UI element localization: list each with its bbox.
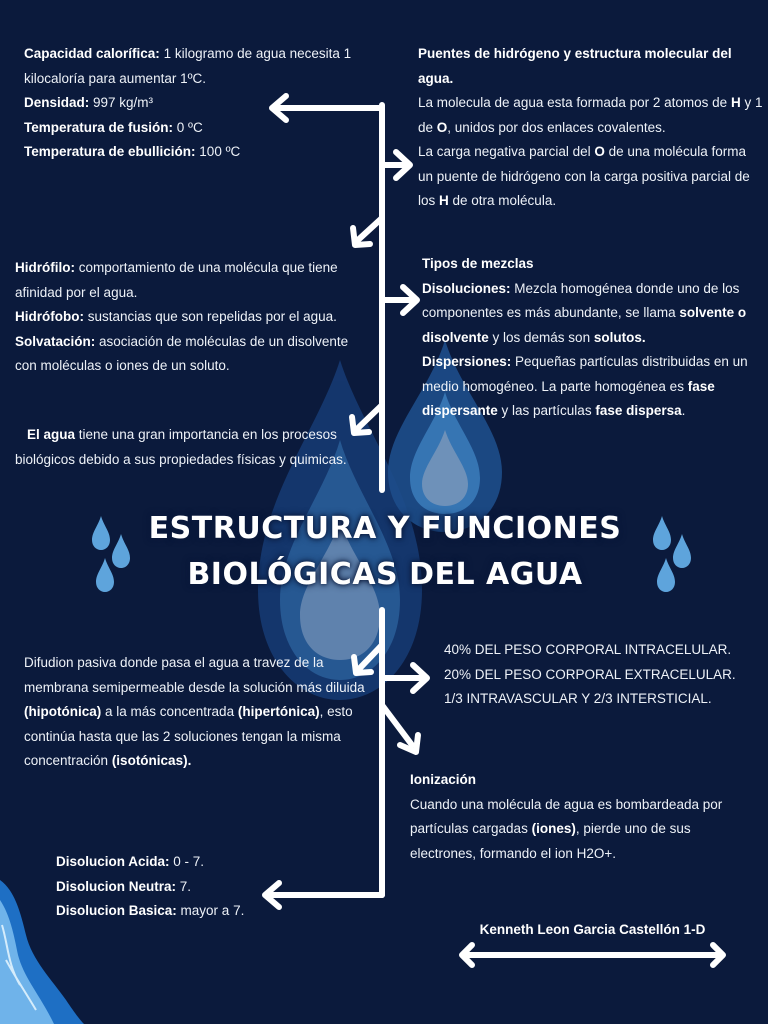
small-drop-icon (92, 516, 110, 550)
osmosis-block: Difudion pasiva donde pasa el agua a travez de la membrana semipermeable desde la solución más diluida (hipotónica) a la más concentrada (hipertónica), esto continúa hasta que las 2 soluciones tengan la misma concentración (isotónicas). (24, 655, 365, 768)
ph-block: Disolucion Acida: 0 - 7. Disolucion Neutra: 7. Disolucion Basica: mayor a 7. (56, 854, 245, 918)
small-drop-icon (673, 534, 691, 568)
arrow-diag-left-1 (358, 218, 382, 240)
body-water-line: 20% DEL PESO CORPORAL EXTRACELULAR. (444, 666, 736, 682)
body-water-line: 1/3 INTRAVASCULAR Y 2/3 INTERSTICIAL. (444, 691, 712, 706)
hydrogen-bonds-heading: Puentes de hidrógeno y estructura molecular del agua. (418, 46, 732, 86)
properties-block: Capacidad calorífica: 1 kilogramo de agua necesita 1 kilocaloría para aumentar 1ºC. Densidad: 997 kg/m³ Temperatura de fusión: 0 ºC Temperatura de ebullición: 100 ºC (24, 46, 352, 159)
mixtures-heading: Tipos de mezclas (422, 256, 534, 271)
body-water-block (444, 638, 764, 712)
affinity-block: Hidrófilo: comportamiento de una molécula que tiene afinidad por el agua. Hidrófobo: sustancias que son repelidas por el agua. Solvatación: asociación de moléculas de un disolvente con moléculas o iones de un soluto. (15, 260, 349, 373)
hydrogen-bonds-block: Puentes de hidrógeno y estructura molecular del agua. La molecula de agua esta formada por 2 atomos de H y 1 de O, unidos por dos enlaces covalentes. La carga negativa parcial del O de una molécula forma un puente de hidrógeno con la carga positiva parcial de los H de otra molécula. (418, 46, 763, 208)
author-name: Kenneth Leon Garcia Castellón 1-D (479, 922, 706, 937)
importance-block: El agua tiene una gran importancia en los procesos biológicos debido a sus propiedades físicas y quimicas. (15, 427, 347, 467)
ionization-heading: Ionización (410, 772, 477, 787)
arrow-diag-right-low (382, 705, 412, 745)
ionization-block: Ionización Cuando una molécula de agua es bombardeada por partículas cargadas (iones), pierde uno de sus electrones, formando el ion H2O+. (410, 772, 723, 861)
page-title: ESTRUCTURA Y FUNCIONES BIOLÓGICAS DEL AGUA (148, 511, 622, 592)
mixtures-block: Tipos de mezclas Disoluciones: Mezcla homogénea donde uno de los componentes es más abundante, se llama solvente o disolvente y los demás son solutos. Dispersiones: Pequeñas partículas distribuidas en un medio homogéneo. La parte homogénea es fase dispersante y las partículas fase dispersa. (422, 256, 748, 418)
body-water-line: 40% DEL PESO CORPORAL INTRACELULAR. (444, 642, 732, 657)
